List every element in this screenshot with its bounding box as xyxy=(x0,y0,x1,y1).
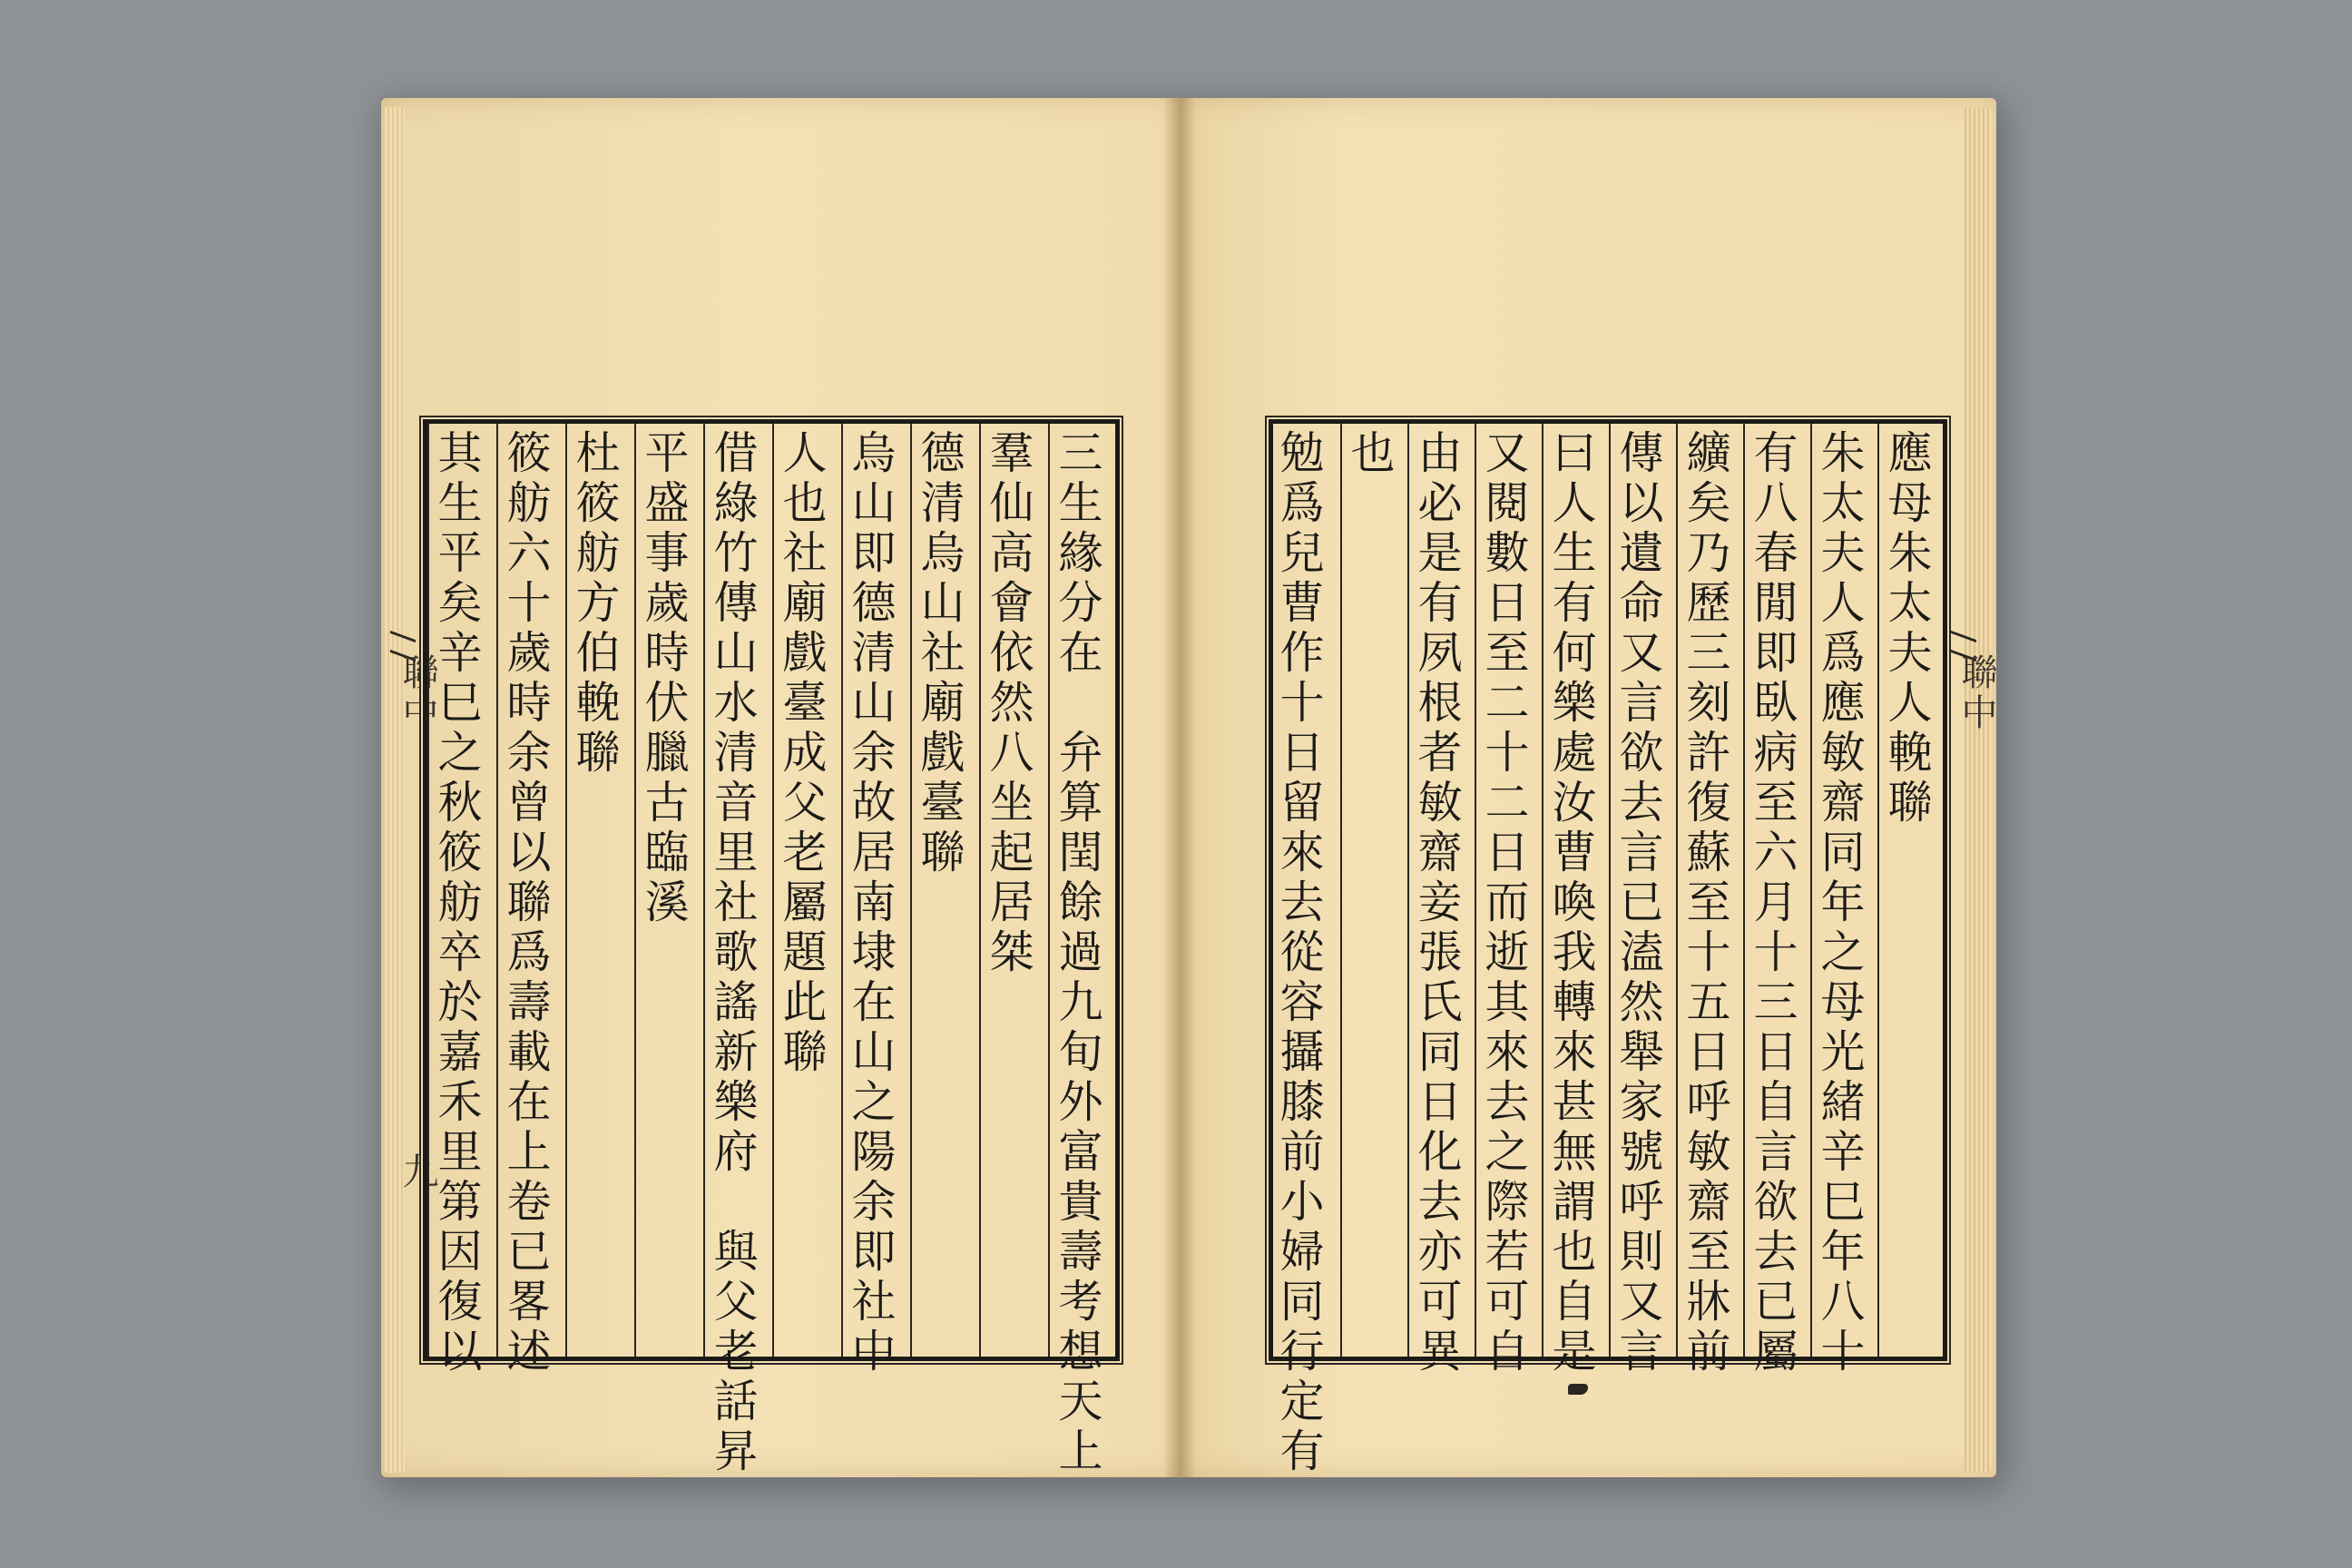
text-column: 其生平矣辛巳之秋筱舫卒於嘉禾里第因復以 xyxy=(431,429,483,1377)
column-rule xyxy=(1048,424,1103,1477)
column-rule xyxy=(1877,424,1933,1357)
column-rule xyxy=(1475,424,1530,1377)
column-rule xyxy=(634,424,690,1357)
text-column: 羣仙高會依然八坐起居桀 xyxy=(983,429,1034,978)
text-column: 朱太夫人爲應敏齋同年之母光緒辛巳年八十 xyxy=(1814,429,1866,1377)
column-rule xyxy=(1340,424,1396,1357)
text-column: 由必是有夙根者敏齋妾張氏同日化去亦可異 xyxy=(1411,429,1463,1377)
text-column: 杜筱舫方伯輓聯 xyxy=(569,429,621,779)
column-rule xyxy=(703,424,759,1477)
book-gutter xyxy=(1163,98,1196,1477)
text-column: 有八春閒即臥病至六月十三日自言欲去已屬 xyxy=(1747,429,1798,1377)
text-column: 德清烏山社廟戲臺聯 xyxy=(914,429,965,878)
column-rule xyxy=(1743,424,1798,1377)
text-column: 應母朱太夫人輓聯 xyxy=(1881,429,1933,828)
text-column: 借綠竹傳山水清音里社歌謠新樂府 與父老話昇 xyxy=(707,429,759,1477)
text-column: 平盛事歲時伏臘古臨溪 xyxy=(638,429,690,928)
column-rule xyxy=(772,424,828,1357)
text-column: 烏山即德清山余故居南埭在山之陽余即社中 xyxy=(845,429,897,1377)
text-column: 纊矣乃歷三刻許復蘇至十五日呼敏齋至牀前 xyxy=(1680,429,1731,1377)
column-rule xyxy=(1542,424,1597,1377)
text-column: 又閱數日至二十二日而逝其來去之際若可自 xyxy=(1478,429,1530,1377)
column-rule xyxy=(1407,424,1463,1377)
text-column: 曰人生有何樂處汝曹喚我轉來甚無謂也自是 xyxy=(1545,429,1597,1377)
text-column: 傳以遺命又言欲去言已溘然舉家號呼則又言 xyxy=(1612,429,1664,1377)
right-fold-label: 聯中 xyxy=(1955,653,1997,733)
column-rule xyxy=(841,424,897,1377)
right-text-frame xyxy=(1269,419,1947,1477)
text-column: 三生緣分在 弁算閏餘過九旬外富貴壽考想天上 xyxy=(1052,429,1103,1477)
column-rule xyxy=(1810,424,1866,1377)
column-rule xyxy=(979,424,1034,1357)
left-folio-number: 九 xyxy=(397,1152,438,1192)
column-rule xyxy=(427,424,483,1377)
text-column: 勉爲兒曹作十日留來去從容攝膝前小婦同行定有 xyxy=(1273,429,1325,1477)
text-column: 筱舫六十歲時余曾以聯爲壽載在上卷已畧述 xyxy=(500,429,552,1377)
column-rule xyxy=(496,424,552,1377)
text-column: 也 xyxy=(1344,429,1396,479)
text-column: 人也社廟戲臺成父老屬題此聯 xyxy=(776,429,828,1078)
column-rule xyxy=(910,424,965,1357)
column-rule xyxy=(565,424,621,1357)
column-rule xyxy=(1676,424,1731,1377)
right-page-edge xyxy=(1965,107,1992,1473)
column-rule xyxy=(1609,424,1664,1377)
left-fold-label: 聯中 xyxy=(397,653,438,733)
left-page-edge xyxy=(383,107,405,1473)
ink-blot xyxy=(1568,1384,1588,1395)
left-text-frame xyxy=(423,419,1120,1477)
